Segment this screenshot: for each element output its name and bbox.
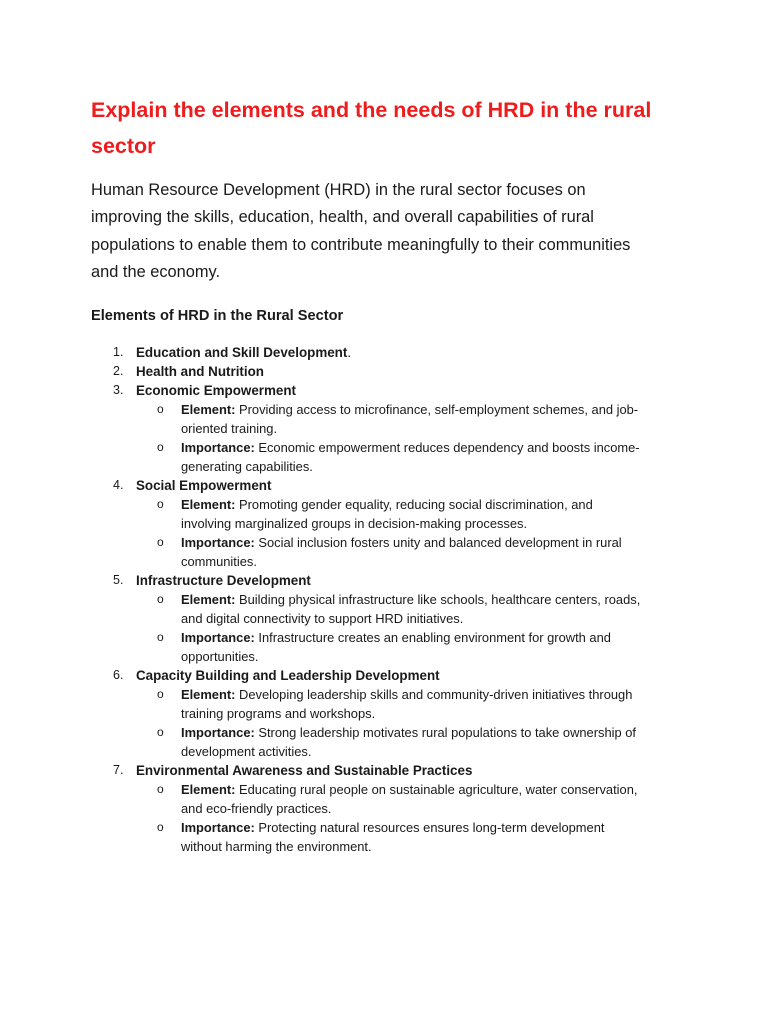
sub-item-continuation: without harming the environment. (181, 839, 372, 854)
sub-list (0, 590, 768, 666)
circle-bullet-icon: o (157, 440, 164, 454)
sub-item-text: Providing access to microfinance, self-employment schemes, and job- (235, 402, 639, 417)
sub-list-item (0, 590, 768, 628)
sub-list (0, 780, 768, 856)
sub-item-text: Social inclusion fosters unity and balanced development in rural (254, 535, 622, 550)
circle-bullet-icon: o (157, 782, 164, 796)
list-item (0, 666, 768, 761)
list-item (0, 343, 768, 362)
list-item-heading (0, 761, 768, 780)
list-item (0, 381, 768, 476)
sub-list-item (0, 495, 768, 533)
list-item-number: 1. (113, 345, 124, 359)
sub-list-item (0, 533, 768, 571)
list-item-heading (0, 571, 768, 590)
sub-item-line (181, 438, 688, 457)
circle-bullet-icon: o (157, 630, 164, 644)
intro-line: Human Resource Development (HRD) in the rural sector focuses on (91, 181, 586, 199)
list-item-number: 2. (113, 364, 124, 378)
list-item-label (136, 571, 311, 590)
intro-line: improving the skills, education, health, and overall capabilities of rural (91, 208, 594, 227)
circle-bullet-icon: o (157, 592, 164, 606)
sub-list-item (0, 400, 768, 438)
sub-list (0, 685, 768, 761)
list-item (0, 571, 768, 666)
sub-item-key: Importance: (181, 725, 255, 740)
sub-item-line (181, 400, 688, 419)
sub-item-line (181, 590, 688, 609)
intro-line: and the economy. (91, 262, 221, 281)
sub-list-item (0, 723, 768, 761)
sub-item-continuation: training programs and workshops. (181, 706, 376, 721)
list-item-label-text: Education and Skill Development (136, 345, 348, 360)
list-item-number: 3. (113, 383, 124, 397)
sub-item-text: Infrastructure creates an enabling environment for growth and (254, 630, 611, 645)
list-item (0, 362, 768, 381)
circle-bullet-icon: o (157, 687, 164, 701)
sub-item-key: Importance: (181, 440, 255, 455)
list-item-heading (0, 362, 768, 381)
sub-list-item (0, 628, 768, 666)
sub-item-line (181, 628, 688, 647)
sub-list (0, 400, 768, 476)
sub-item-continuation: involving marginalized groups in decision-making processes. (181, 516, 528, 531)
list-item-heading (0, 476, 768, 495)
list-item-suffix: . (347, 345, 352, 360)
sub-item-text: Protecting natural resources ensures long-term development (254, 820, 605, 835)
list-item-number: 4. (113, 478, 124, 492)
list-item-label (136, 761, 472, 780)
list-item (0, 476, 768, 571)
sub-item-text: Developing leadership skills and community-driven initiatives through (235, 687, 633, 702)
list-item-label-text: Capacity Building and Leadership Development (136, 668, 440, 683)
list-item-label (136, 362, 264, 381)
list-item (0, 761, 768, 856)
sub-item-key: Importance: (181, 630, 255, 645)
sub-item-text: Economic empowerment reduces dependency and boosts income- (254, 440, 640, 455)
list-item-number: 5. (113, 573, 124, 587)
circle-bullet-icon: o (157, 497, 164, 511)
list-item-label-text: Infrastructure Development (136, 573, 311, 588)
list-item-label (136, 476, 271, 495)
sub-item-key: Element: (181, 782, 236, 797)
list-item-heading (0, 381, 768, 400)
sub-item-line (181, 818, 688, 837)
sub-list-item (0, 780, 768, 818)
sub-item-continuation: communities. (181, 554, 257, 569)
sub-item-line (181, 685, 688, 704)
sub-item-line (181, 495, 688, 514)
list-item-number: 6. (113, 668, 124, 682)
sub-item-continuation: oriented training. (181, 421, 278, 436)
list-item-heading (0, 343, 768, 362)
sub-list (0, 495, 768, 571)
intro-paragraph (91, 177, 691, 286)
sub-item-key: Importance: (181, 820, 255, 835)
circle-bullet-icon: o (157, 535, 164, 549)
list-item-label (136, 343, 351, 362)
list-item-label (136, 666, 440, 685)
sub-item-key: Element: (181, 402, 236, 417)
sub-item-text: Promoting gender equality, reducing social discrimination, and (235, 497, 593, 512)
sub-item-text: Educating rural people on sustainable agriculture, water conservation, (235, 782, 638, 797)
section-heading: Elements of HRD in the Rural Sector (91, 308, 344, 324)
sub-item-key: Element: (181, 687, 236, 702)
list-item-number: 7. (113, 763, 124, 777)
document-title: Explain the elements and the needs of HRD in the rural sector (91, 98, 652, 158)
elements-list (0, 343, 768, 856)
circle-bullet-icon: o (157, 725, 164, 739)
sub-item-key: Importance: (181, 535, 255, 550)
sub-item-continuation: generating capabilities. (181, 459, 313, 474)
list-item-heading (0, 666, 768, 685)
sub-item-line (181, 723, 688, 742)
sub-item-continuation: development activities. (181, 744, 312, 759)
intro-line: populations to enable them to contribute meaningfully to their communities (91, 235, 631, 254)
list-item-label-text: Health and Nutrition (136, 364, 264, 379)
sub-item-line (181, 533, 688, 552)
sub-item-continuation: opportunities. (181, 649, 259, 664)
list-item-label-text: Economic Empowerment (136, 383, 296, 398)
sub-list-item (0, 438, 768, 476)
sub-item-key: Element: (181, 497, 236, 512)
sub-item-continuation: and eco-friendly practices. (181, 801, 332, 816)
circle-bullet-icon: o (157, 820, 164, 834)
list-item-label-text: Social Empowerment (136, 478, 272, 493)
sub-item-text: Building physical infrastructure like schools, healthcare centers, roads, (235, 592, 641, 607)
sub-item-key: Element: (181, 592, 236, 607)
list-item-label-text: Environmental Awareness and Sustainable Practices (136, 763, 473, 778)
sub-item-line (181, 780, 688, 799)
sub-list-item (0, 685, 768, 723)
sub-item-text: Strong leadership motivates rural populations to take ownership of (254, 725, 636, 740)
circle-bullet-icon: o (157, 402, 164, 416)
list-item-label (136, 381, 296, 400)
sub-item-continuation: and digital connectivity to support HRD initiatives. (181, 611, 464, 626)
sub-list-item (0, 818, 768, 856)
